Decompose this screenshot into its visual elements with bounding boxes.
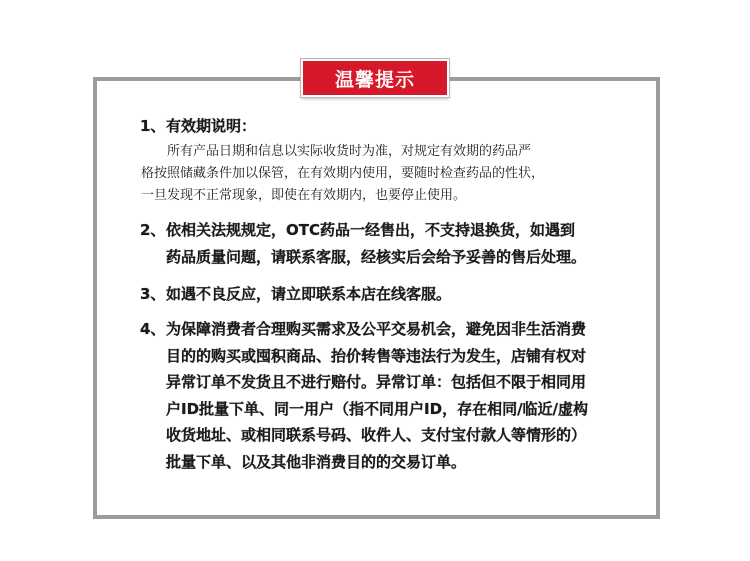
notice-item-3 — [140, 281, 640, 308]
item-line: 目的的购买或囤积商品、抬价转售等违法行为发生，店铺有权对 — [166, 346, 587, 365]
notice-item-1 — [140, 113, 256, 140]
item-line: 收货地址、或相同联系号码、收件人、支付宝付款人等情形的） — [166, 426, 587, 444]
notice-item-4 — [140, 316, 640, 475]
item-line: 依相关法规规定，OTC药品一经售出，不支持退换货，如遇到 — [166, 221, 575, 239]
notice-title: 温馨提示 — [334, 68, 415, 91]
item-line: 药品质量问题，请联系客服，经核实后会给予妥善的售后处理。 — [166, 247, 587, 266]
item-line: 异常订单不发货且不进行赔付。异常订单：包括但不限于相同用 — [166, 373, 587, 391]
item-number: 2、 — [140, 221, 166, 239]
description-line: 所有产品日期和信息以实际收货时为准，对规定有效期的药品严 — [167, 144, 532, 159]
description-line: 格按照储藏条件加以保管，在有效期内使用，要随时检查药品的性状， — [141, 166, 545, 181]
notice-title-badge — [301, 59, 449, 97]
item-line: 如遇不良反应，请立即联系本店在线客服。 — [166, 285, 452, 303]
notice-item-1-description — [141, 141, 611, 207]
item-number: 1、 — [140, 117, 166, 135]
item-heading: 有效期说明： — [166, 117, 257, 135]
item-line: 户ID批量下单、同一用户（指不同用户ID，存在相同/临近/虚构 — [166, 399, 589, 418]
item-line: 批量下单、以及其他非消费目的的交易订单。 — [166, 452, 467, 471]
item-line: 为保障消费者合理购买需求及公平交易机会，避免因非生活消费 — [166, 320, 587, 338]
item-number: 4、 — [140, 320, 166, 338]
item-number: 3、 — [140, 285, 166, 303]
description-line: 一旦发现不正常现象，即使在有效期内，也要停止使用。 — [141, 188, 467, 203]
notice-item-2 — [140, 217, 640, 270]
